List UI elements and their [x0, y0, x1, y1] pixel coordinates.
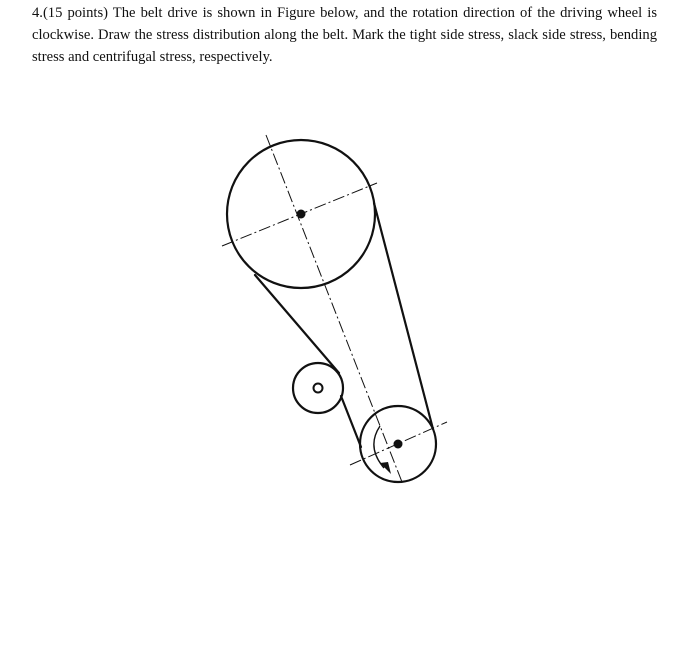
belt-right-span: [374, 203, 433, 429]
question-text: 4.(15 points) The belt drive is shown in Figure below, and the rotation direction of the driving wheel is clockwise. Draw the stress distribution along the belt. Mark the tight side stress, slack side stress, bending stress and centrifugal stress, respectively.: [32, 5, 657, 65]
idler-hub: [314, 384, 323, 393]
large-pulley-center: [297, 210, 306, 219]
rotation-arrow-icon: [374, 426, 384, 468]
belt-left-lower-span: [341, 396, 361, 447]
center-line-axis: [266, 135, 402, 482]
rotation-arrowhead: [380, 462, 391, 474]
small-pulley-center: [394, 440, 403, 449]
